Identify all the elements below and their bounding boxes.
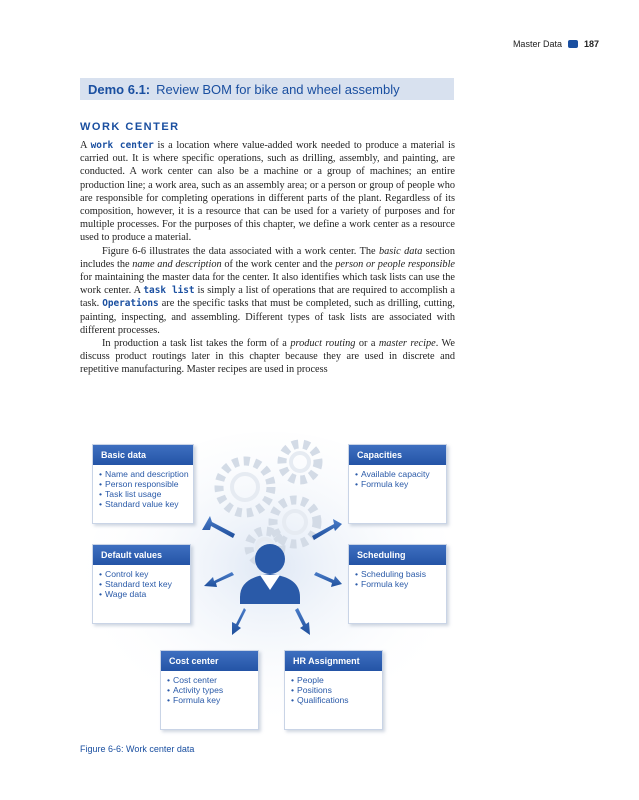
list-item: • Formula key [167,695,258,705]
list-item: • Control key [99,569,190,579]
list-item: • Standard text key [99,579,190,589]
running-head-section: Master Data [512,39,562,49]
demo-callout [80,78,454,100]
page-number: 187 [583,39,599,49]
list-item: • Positions [291,685,382,695]
list-item: • Wage data [99,589,190,599]
default-values-box [92,544,191,624]
default-values-title: Default values [93,545,190,565]
hr-assignment-box [284,650,383,730]
hr-assignment-title: HR Assignment [285,651,382,671]
running-head [513,39,599,49]
list-item: • Available capacity [355,469,446,479]
list-item: • Formula key [355,479,446,489]
capacities-box [348,444,447,524]
list-item: • Scheduling basis [355,569,446,579]
list-item: • Person responsible [99,479,193,489]
list-item: • Cost center [167,675,258,685]
list-item: • People [291,675,382,685]
basic-data-box [92,444,194,524]
section-heading: WORK CENTER [80,121,180,133]
square-marker-icon [568,40,578,48]
cost-center-title: Cost center [161,651,258,671]
paragraph-3: In production a task list takes the form of a product routing or a master recipe. We discuss product routings later in this chapter because they are used in discrete and repetitive manufacturing. Master recipes are used in process [80,338,456,376]
list-item: • Task list usage [99,489,193,499]
cost-center-box [160,650,259,730]
list-item: • Formula key [355,579,446,589]
list-item: • Standard value key [99,499,193,509]
scheduling-title: Scheduling [349,545,446,565]
list-item: • Activity types [167,685,258,695]
keyword-work-center: work center [90,140,154,151]
figure-caption: Figure 6-6: Work center data [80,744,195,754]
keyword-operations: Operations [102,298,159,310]
paragraph-1: A work center is a location where value-added work needed to produce a material is carried out. It is where specific operations, such as drilling, assembly, and painting, are conducted. A work center can also be a machine or a group of machines; an entire production line; a work area, such as an assembly area; or a person or group of people who are responsible for completing operations in different parts of the plant. Regardless of its composition, however, it is a resource that can be used for a variety of purposes and for multiple processes. For the purposes of this chapter, we define a work center as a resource used to produce a material. [80,140,455,244]
demo-title: Review BOM for bike and wheel assembly [156,81,400,97]
keyword-task-list: task list [143,285,195,297]
capacities-title: Capacities [349,445,446,465]
body-text [80,139,455,377]
demo-id: Demo 6.1: [88,81,151,97]
scheduling-box [348,544,447,624]
list-item: • Name and description [99,469,193,479]
basic-data-title: Basic data [93,445,193,465]
list-item: • Qualifications [291,695,382,705]
paragraph-2: Figure 6-6 illustrates the data associated with a work center. The basic data section includes the name and description of the work center and the person or people responsible for maintaining the master data for the center. It also identifies which task lists can use the work center. A task list is simply a list of operations that are required to accomplish a task. Operations are the specific tasks that must be completed, such as drilling, cutting, painting, inspecting, and assembling. Different types of task lists are associated with different processes. [80,245,456,336]
work-center-diagram [80,432,460,737]
